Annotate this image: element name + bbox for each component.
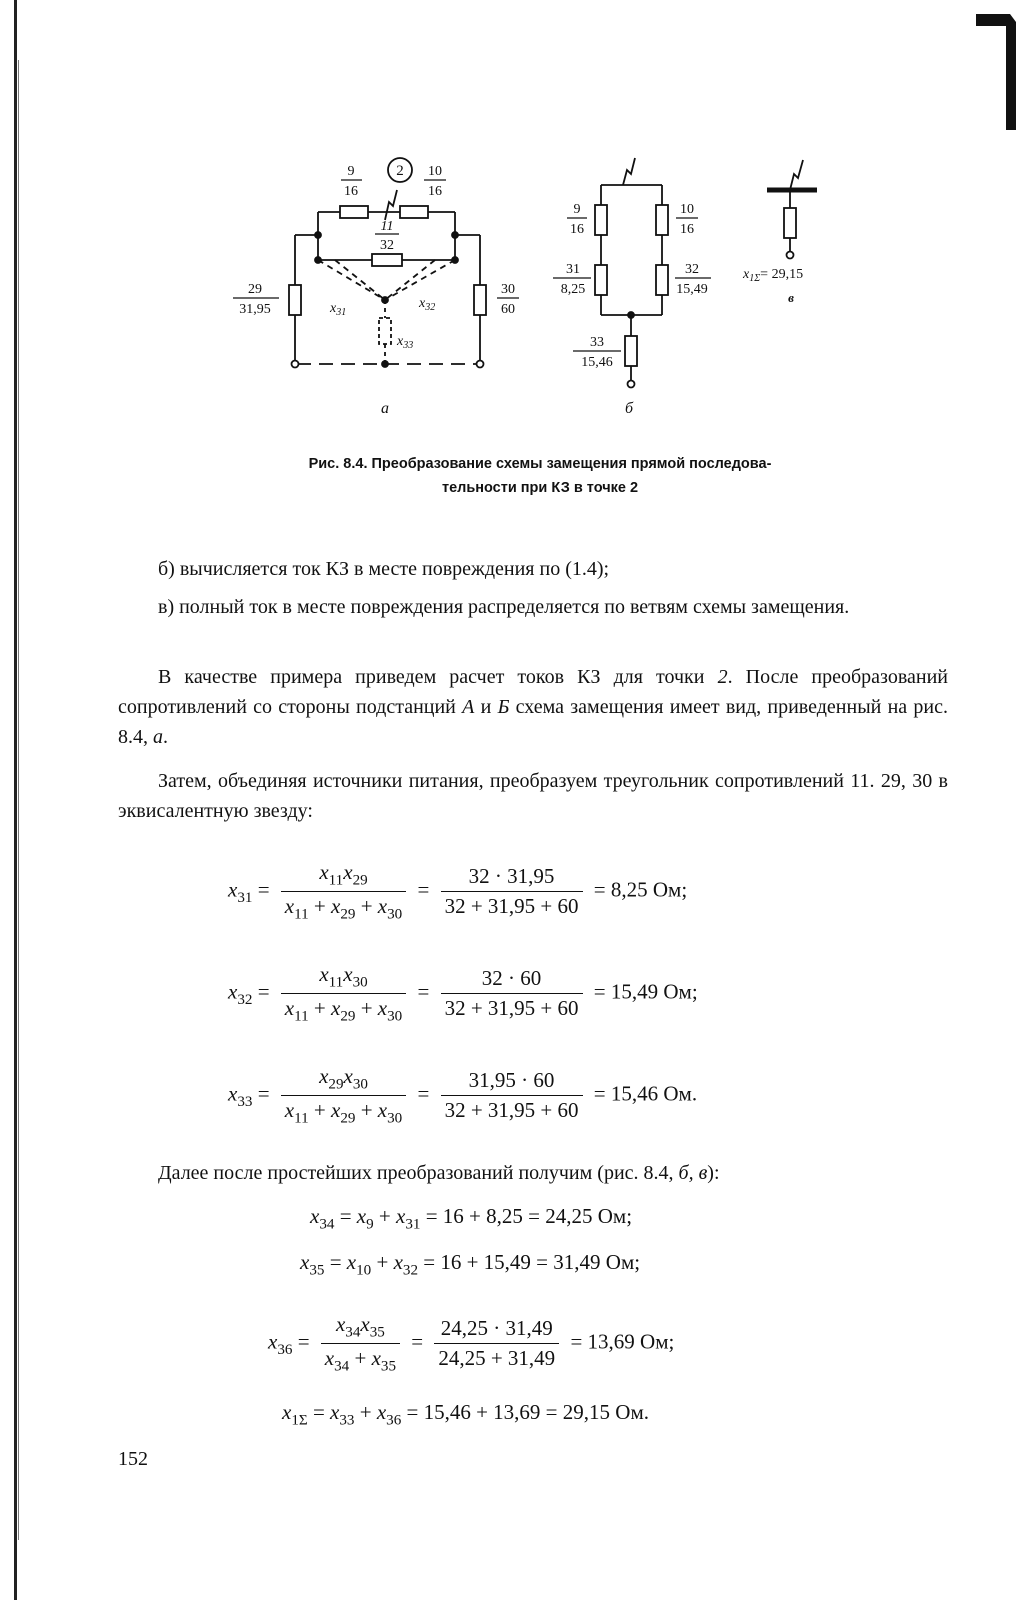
label-a-r30-top: 30 xyxy=(501,282,515,297)
paragraph-b: б) вычисляется ток КЗ в месте повреждения по (1.4); xyxy=(158,558,610,580)
p3-part-e: . xyxy=(163,726,168,748)
label-a-r9-bottom: 16 xyxy=(344,184,358,199)
label-b-r33-bottom: 15,46 xyxy=(581,355,613,370)
page-binding-edge xyxy=(14,0,17,1600)
label-c-x1sigma: $x_{1\Sigma}= 29,15$ xyxy=(743,267,804,284)
diagram-a xyxy=(289,158,486,368)
paragraph-transform: Затем, объединяя источники питания, преобразуем треугольник сопротивлений 11. 29, 30 в эквисалентную звезду: xyxy=(118,770,948,822)
p3-substation-a: А xyxy=(462,696,475,718)
label-b-r32-bottom: 15,49 xyxy=(676,282,708,297)
label-a-node: 2 xyxy=(396,163,404,179)
p3-substation-b: Б xyxy=(497,696,510,718)
label-b-r9-bottom: 16 xyxy=(570,222,584,237)
label-b-r31-bottom: 8,25 xyxy=(560,282,586,297)
label-b-r9-top: 9 xyxy=(573,202,581,217)
p3-point: 2 xyxy=(717,666,728,688)
equation-x33: $x_{33}$ = $\frac{x_{29}x_{30}}{x_{11} + x_{29} + x_{30}}$ = $\frac{31,95 \cdot 60}{32 + 31,95 + 60}$ = 15,46 Ом. xyxy=(228,1064,698,1127)
label-b-r10-top: 10 xyxy=(680,202,694,217)
p3-part-b: . После преобразований сопротивлений со стороны подстанций xyxy=(118,666,948,718)
equation-x34: $x_{34} = x_9 + x_{31} = 16 + 8,25 = 24,25$ Ом; xyxy=(310,1204,633,1233)
label-a-caption: а xyxy=(381,400,389,417)
equation-x35: $x_{35} = x_{10} + x_{32} = 16 + 15,49 = 31,49$ Ом; xyxy=(300,1250,641,1279)
page-binding-shadow xyxy=(18,60,19,1540)
label-b-r32-top: 32 xyxy=(685,262,699,277)
label-a-r11-top: 11 xyxy=(380,219,394,234)
label-a-r10-top: 10 xyxy=(428,164,442,179)
label-a-r11-bottom: 32 xyxy=(380,238,394,253)
label-a-r29-bottom: 31,95 xyxy=(239,302,271,317)
diagram-c xyxy=(767,160,817,259)
label-a-r10-bottom: 16 xyxy=(428,184,442,199)
p3-part-d: схема замещения имеет вид, приведенный на рис. 8.4, xyxy=(118,696,948,748)
figure-caption xyxy=(220,452,860,500)
diagram-b xyxy=(595,158,668,388)
p3-fig-ref: а xyxy=(153,726,163,748)
figure-8-4 xyxy=(225,140,865,430)
equation-x32: $x_{32}$ = $\frac{x_{11}x_{30}}{x_{11} + x_{29} + x_{30}}$ = $\frac{32 \cdot 60}{32 + 31,95 + 60}$ = 15,49 Ом; xyxy=(228,962,698,1025)
label-a-x32: $x_{32}$ xyxy=(419,296,436,313)
p3-part-a: В качестве примера приведем расчет токов КЗ для точки xyxy=(158,666,718,688)
page-corner-mark xyxy=(976,10,1020,130)
label-b-caption: б xyxy=(624,400,634,417)
paragraph-further: Далее после простейших преобразований получим (рис. 8.4, б, в): xyxy=(158,1162,720,1184)
label-c-caption: в xyxy=(788,290,794,305)
p3-part-c: и xyxy=(474,696,498,718)
label-a-r30-bottom: 60 xyxy=(501,302,515,317)
label-a-x31: $x_{31}$ xyxy=(330,301,347,318)
caption-line-2: тельности при КЗ в точке 2 xyxy=(441,480,639,496)
label-b-r31-top: 31 xyxy=(566,262,580,277)
equation-x1sigma: $x_{1\Sigma} = x_{33} + x_{36} = 15,46 + 13,69 = 29,15$ Ом. xyxy=(282,1400,649,1429)
paragraph-c: в) полный ток в месте повреждения распределяется по ветвям схемы замещения. xyxy=(158,596,850,618)
paragraph-example xyxy=(118,662,948,752)
page-number: 152 xyxy=(118,1448,148,1470)
equation-x36: $x_{36}$ = $\frac{x_{34}x_{35}}{x_{34} + x_{35}}$ = $\frac{24,25 \cdot 31,49}{24,25 + 31,49}$ = 13,69 Ом; xyxy=(268,1312,675,1375)
label-a-x33: $x_{33}$ xyxy=(397,334,414,351)
caption-line-1: Рис. 8.4. Преобразование схемы замещения прямой последова- xyxy=(308,456,772,472)
label-a-r9-top: 9 xyxy=(347,164,355,179)
equation-x31: $x_{31}$ = $\frac{x_{11}x_{29}}{x_{11} + x_{29} + x_{30}}$ = $\frac{32 \cdot 31,95}{32 + 31,95 + 60}$ = 8,25 Ом; xyxy=(228,860,688,923)
label-b-r10-bottom: 16 xyxy=(680,222,694,237)
label-a-r29-top: 29 xyxy=(248,282,262,297)
label-b-r33-top: 33 xyxy=(590,335,604,350)
